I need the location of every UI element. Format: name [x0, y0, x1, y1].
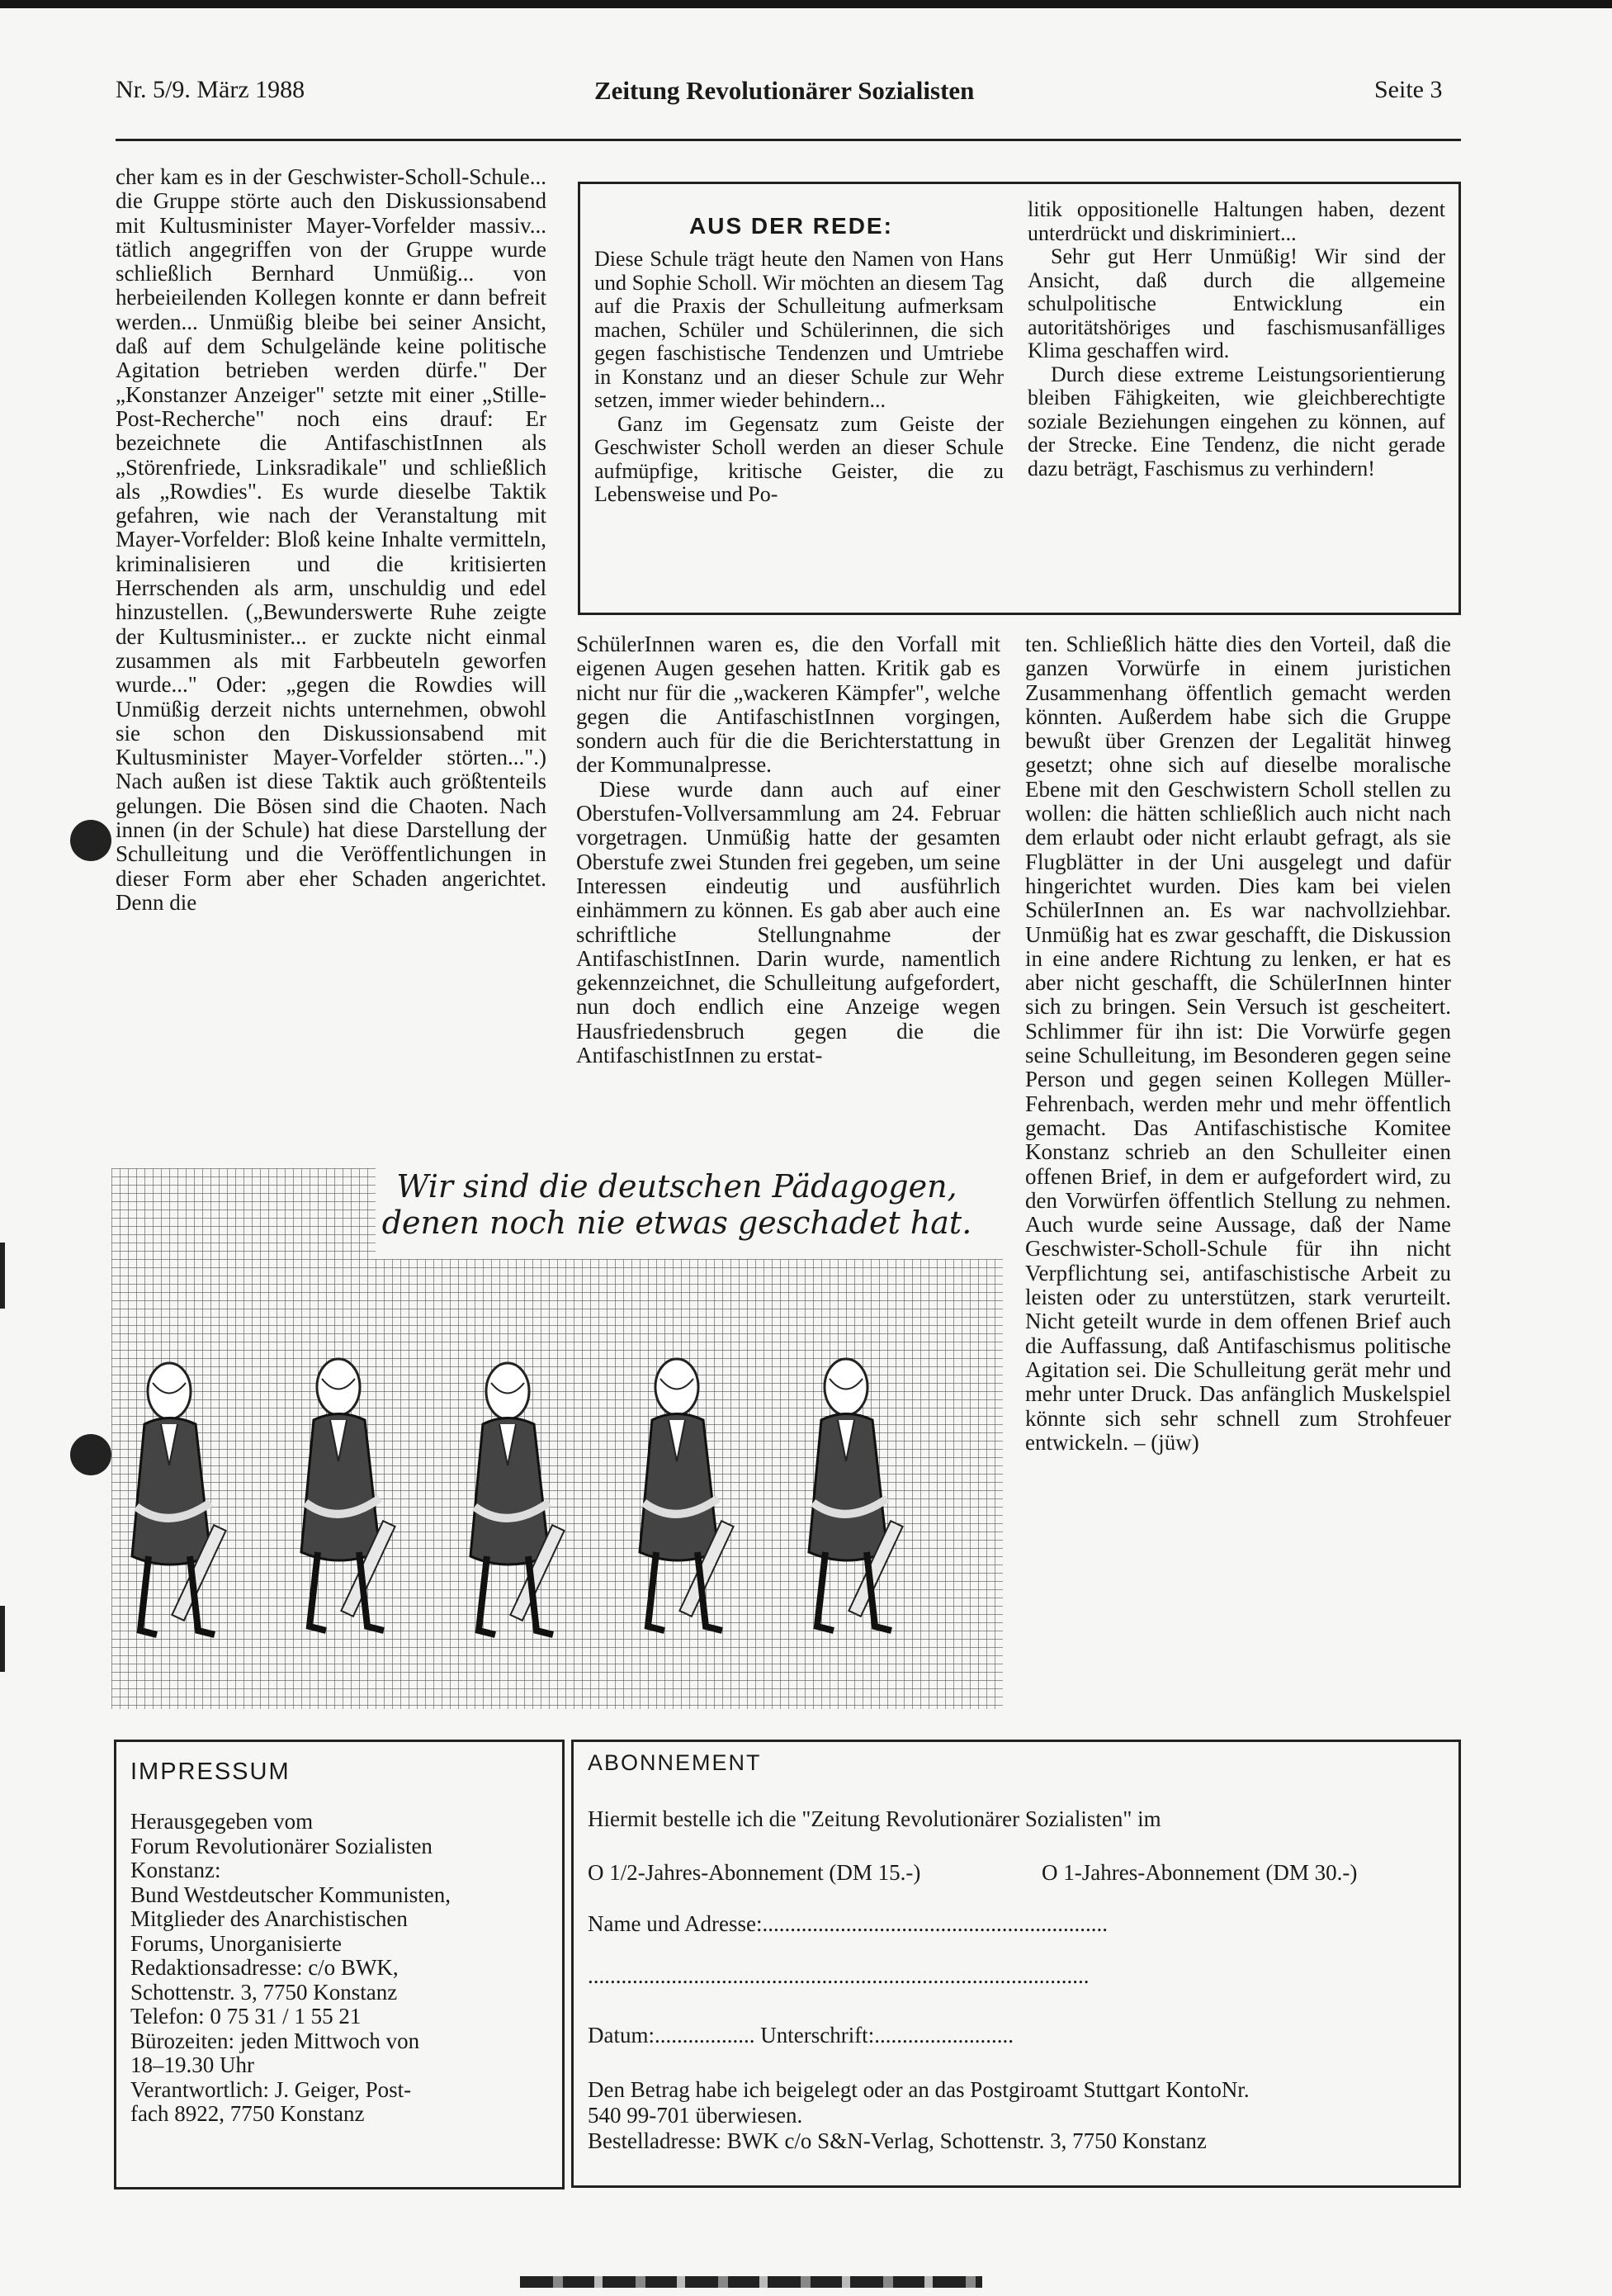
payment-note: Den Betrag habe ich beigelegt oder an das Postgiroamt Stuttgart KontoNr. — [588, 2077, 1250, 2102]
impressum-line: 18–19.30 Uhr — [130, 2052, 254, 2077]
caption-line: Wir sind die deutschen Pädagogen, — [396, 1168, 957, 1205]
punch-hole — [70, 820, 111, 861]
subscription-option-half-year[interactable]: O 1/2-Jahres-Abonnement (DM 15.-) — [588, 1860, 921, 1885]
paragraph: SchülerInnen waren es, die den Vorfall mit eigenen Augen gesehen hatten. Kritik gab es nicht nur für die „wackeren Kämpfer", welche gegen die AntifaschistInnen vorgingen, sondern auch für die die Berichterstattung in der Kommunalpresse. — [576, 632, 1000, 778]
impressum-line: Bürozeiten: jeden Mittwoch von — [130, 2028, 420, 2053]
paragraph: ten. Schließlich hätte dies den Vorteil, daß die ganzen Vorwürfe in einem juristichen Zusammenhang öffentlich gemacht werden könnten. Außerdem habe sich die Gruppe bewußt über Grenzen der Legalität hinweg gesetzt; ohne sich auf dieselbe moralische Ebene mit den Geschwistern Scholl stellen zu wollen: die hätten schließlich auch nicht nach dem erlaubt oder nicht erlaubt gefragt, als sie Flugblätter in der Uni ausgelegt und dafür hingerichtet wurden. Dies kam bei vielen SchülerInnen an. Es war nachvollziehbar. Unmüßig hat es zwar geschafft, die Diskussion in eine andere Richtung zu lenken, er hat es aber nicht geschafft, die SchülerInnen hinter sich zu bringen. Sein Versuch ist gescheitert. Schlimmer für ihn ist: Die Vorwürfe gegen seine Schulleitung, im Besonderen gegen seine Person und gegen seinen Kollegen Müller-Fehrenbach, werden mehr und mehr öffentlich gemacht. Das Antifaschistische Komitee Konstanz schrieb an den Schulleiter einen offenen Brief, in dem er aufgefordert wird, zu den Vorwürfen öffentlich Stellung zu nehmen. Auch wurde seine Aussage, daß der Name Geschwister-Scholl-Schule für ihn nicht Verpflichtung sei, antifaschistische Arbeit zu leisten oder zu unterstützen, stark verurteilt. Nicht geteilt wurde in dem offenen Brief auch die Auffassung, daß Antifaschismus politische Agitation sei. Die Schulleitung gerät mehr und mehr unter Druck. Das anfänglich Muskelspiel könnte sich sehr schnell zum Strohfeuer entwickeln. – (jüw) — [1025, 632, 1451, 1455]
impressum-body — [130, 1810, 560, 2127]
caption-line: denen noch nie etwas geschadet hat. — [381, 1205, 972, 1241]
subscription-option-full-year[interactable]: O 1-Jahres-Abonnement (DM 30.-) — [1042, 1860, 1358, 1885]
impressum-line: Bund Westdeutscher Kommunisten, — [130, 1882, 451, 1907]
cartoon-illustration — [111, 1168, 1003, 1709]
cartoon-caption — [380, 1168, 974, 1241]
article-column-3 — [1025, 632, 1451, 1455]
name-address-field[interactable]: Name und Adresse:.............................................................. — [588, 1911, 1108, 1936]
scan-edge-mark — [0, 1606, 5, 1672]
impressum-line: Schottenstr. 3, 7750 Konstanz — [130, 1979, 398, 2005]
impressum-line: Mitglieder des Anarchistischen — [130, 1906, 408, 1931]
paragraph: Diese wurde dann auch auf einer Oberstufen-Vollversammlung am 24. Februar vorgetragen. Unmüßig hatte der gesamten Oberstufe zwei Stunden frei gegeben, um seine Interessen eindeutig und ausführlich einhämmern zu können. Es gab aber auch eine schriftliche Stellungnahme der AntifaschistInnen. Darin wurde, namentlich gekennzeichnet, die Schulleitung aufgefordert, nun doch endlich eine Anzeige wegen Hausfriedensbruch gegen die die AntifaschistInnen zu erstat- — [576, 776, 1000, 1068]
address-continuation-field[interactable]: .......................................................................................... — [588, 1963, 1090, 1988]
scan-bottom-edge — [520, 2276, 982, 2288]
paragraph: litik oppositionelle Haltungen haben, dezent unterdrückt und diskriminiert... — [1028, 197, 1445, 245]
subscription-intro: Hiermit bestelle ich die "Zeitung Revolutionärer Sozialisten" im — [588, 1806, 1161, 1831]
header-rule — [116, 139, 1461, 141]
date-signature-field[interactable]: Datum:.................. Unterschrift:......................... — [588, 2023, 1014, 2047]
scan-top-edge — [0, 0, 1612, 8]
article-column-2 — [576, 632, 1000, 1068]
quote-box-title: AUS DER REDE: — [689, 213, 893, 239]
article-column-1 — [116, 165, 546, 915]
paragraph: Sehr gut Herr Unmüßig! Wir sind der Ansicht, daß durch die allgemeine schulpolitische Entwicklung ein autoritätshöriges und faschismusanfälliges Klima geschaffen wird. — [1028, 244, 1445, 362]
newspaper-title: Zeitung Revolutionärer Sozialisten — [594, 76, 975, 105]
impressum-title: IMPRESSUM — [130, 1759, 291, 1785]
quote-column-left — [594, 248, 1004, 507]
paragraph: Diese Schule trägt heute den Namen von Hans und Sophie Scholl. Wir möchten an diesem Tag auf die Praxis der Schulleitung aufmerksam machen, Schüler und Schülerinnen, die sich gegen faschistische Tendenzen und Umtriebe in Konstanz und an dieser Schule zur Wehr setzen, immer wieder behindern... — [594, 247, 1004, 412]
paragraph: cher kam es in der Geschwister-Scholl-Schule... die Gruppe störte auch den Diskussionsabend mit Kultusminister Mayer-Vorfelder massiv... tätlich angegriffen von der Gruppe wurde schließlich Bernhard Unmüßig... von herbeieilenden Kollegen konnte er dann befreit werden... Unmüßig bleibe bei seiner Ansicht, daß auf dem Schulgelände keine politische Agitation betrieben werden dürfe." Der „Konstanzer Anzeiger" setzte mit einer „Stille-Post-Recherche" noch eins drauf: Er bezeichnete die AntifaschistInnen als „Störenfriede, Linksradikale" und schließlich als „Rowdies". Es wurde dieselbe Taktik gefahren, wie nach der Veranstaltung mit Mayer-Vorfelder: Bloß keine Inhalte vermitteln, kriminalisieren und die kritisierten Herrschenden als arm, unschuldig und edel hinzustellen. („Bewunderswerte Ruhe zeigte der Kultusminister... er zuckte nicht einmal zusammen als mit Farbbeuteln geworfen wurde..." Oder: „gegen die Rowdies will Unmüßig derzeit nichts unternehmen, obwohl sie schon den Diskussionsabend mit Kultusminister Mayer-Vorfelder störten...".) Nach außen ist diese Taktik auch größtenteils gelungen. Die Bösen sind die Chaoten. Nach innen (in der Schule) hat diese Darstellung der Schulleitung und die Veröffentlichungen in dieser Form aber eher Schaden angerichtet. Denn die — [116, 164, 546, 915]
impressum-line: Telefon: 0 75 31 / 1 55 21 — [130, 2004, 362, 2029]
subscription-title: ABONNEMENT — [588, 1750, 762, 1775]
impressum-line: Verantwortlich: J. Geiger, Post- — [130, 2076, 412, 2102]
impressum-line: Forum Revolutionärer Sozialisten — [130, 1833, 433, 1858]
paragraph: Ganz im Gegensatz zum Geiste der Geschwister Scholl werden an dieser Schule aufmüpfige, kritische Geister, die zu Lebensweise und Po- — [594, 411, 1004, 506]
payment-note: 540 99-701 überwiesen. — [588, 2103, 803, 2128]
paragraph: Durch diese extreme Leistungsorientierung bleiben Fähigkeiten, wie gleichberechtigte soziale Beziehungen eingehen zu können, auf der Strecke. Eine Tendenz, die nicht gerade dazu beträgt, Faschismus zu verhindern! — [1028, 362, 1445, 481]
page-number: Seite 3 — [1374, 76, 1443, 103]
issue-number: Nr. 5/9. März 1988 — [116, 76, 305, 103]
scan-edge-mark — [0, 1243, 5, 1309]
impressum-line: Konstanz: — [130, 1858, 221, 1882]
punch-hole — [70, 1434, 111, 1475]
impressum-line: Redaktionsadresse: c/o BWK, — [130, 1955, 399, 1980]
impressum-line: Forums, Unorganisierte — [130, 1930, 342, 1956]
quote-column-right — [1028, 198, 1445, 481]
order-address: Bestelladresse: BWK c/o S&N-Verlag, Schottenstr. 3, 7750 Konstanz — [588, 2128, 1207, 2153]
impressum-line: Herausgegeben vom — [130, 1809, 314, 1834]
impressum-line: fach 8922, 7750 Konstanz — [130, 2101, 365, 2126]
